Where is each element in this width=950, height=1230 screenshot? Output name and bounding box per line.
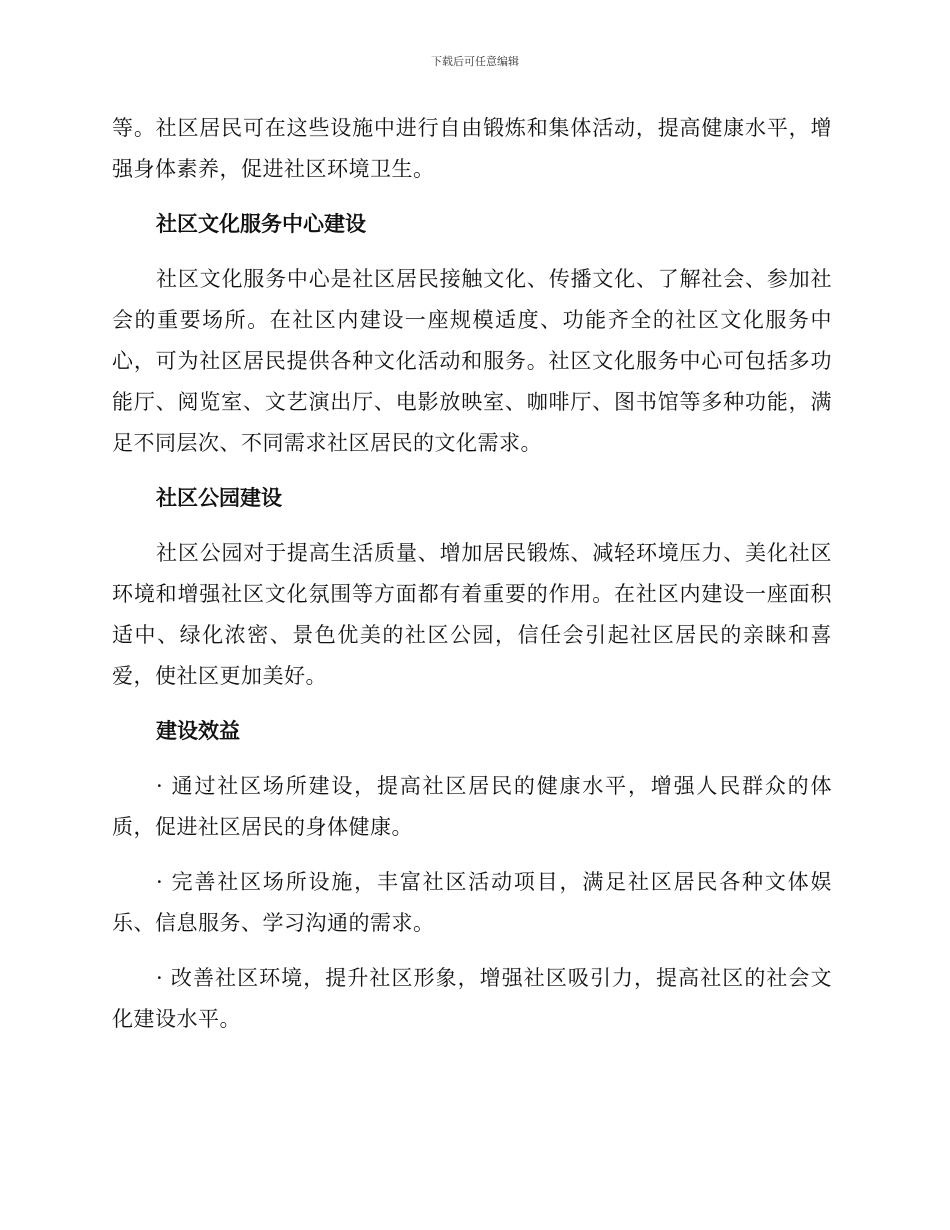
park-paragraph: 社区公园对于提高生活质量、增加居民锻炼、减轻环境压力、美化社区环境和增强社区文化氛围等方面都有着重要的作用。在社区内建设一座面积适中、绿化浓密、景色优美的社区公园，信任会引起社区居民的亲睐和喜爱，使社区更加美好。 [112,541,832,688]
document-body [112,108,832,1054]
benefit-item: · 改善社区环境，提升社区形象，增强社区吸引力，提高社区的社会文化建设水平。 [112,966,832,1031]
section-heading-culture-center: 社区文化服务中心建设 [156,212,366,236]
benefit-item: · 通过社区场所建设，提高社区居民的健康水平，增强人民群众的体质，促进社区居民的身体健康。 [112,774,832,839]
culture-center-paragraph: 社区文化服务中心是社区居民接触文化、传播文化、了解社会、参加社会的重要场所。在社区内建设一座规模适度、功能齐全的社区文化服务中心，可为社区居民提供各种文化活动和服务。社区文化服务中心可包括多功能厅、阅览室、文艺演出厅、电影放映室、咖啡厅、图书馆等多种功能，满足不同层次、不同需求社区居民的文化需求。 [112,267,832,455]
page-header: 下载后可任意编辑 [431,55,519,68]
intro-paragraph: 等。社区居民可在这些设施中进行自由锻炼和集体活动，提高健康水平，增强身体素养，促进社区环境卫生。 [112,116,832,181]
benefit-item: · 完善社区场所设施，丰富社区活动项目，满足社区居民各种文体娱乐、信息服务、学习沟通的需求。 [112,870,832,935]
section-heading-park: 社区公园建设 [156,486,282,510]
section-heading-benefits: 建设效益 [156,719,240,743]
